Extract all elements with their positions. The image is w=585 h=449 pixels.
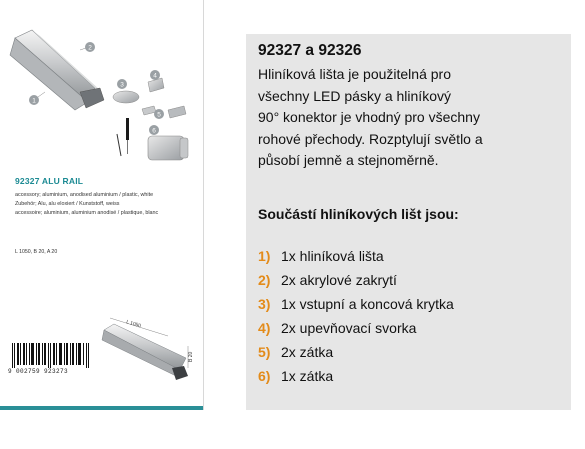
svg-text:2: 2: [88, 44, 92, 52]
list-item: [258, 248, 454, 272]
list-item: [258, 296, 454, 320]
parts-title: Součástí hliníkových lišt jsou:: [258, 206, 459, 222]
list-item: [258, 272, 454, 296]
spec-line-en: accessory; aluminium, anodised aluminium / plastic, white: [15, 192, 154, 198]
sheet-footer-line: [0, 406, 203, 410]
description-line: Hliníková lišta je použitelná pro: [258, 66, 451, 82]
item-text: 1x hliníková lišta: [281, 248, 384, 264]
rail-dimension-illustration: [96, 310, 201, 385]
description-line: rohové přechody. Rozptylují světlo a: [258, 130, 483, 147]
parts-list: [258, 248, 454, 392]
callout-4: [150, 70, 160, 80]
list-item: [258, 320, 454, 344]
panel-description: [258, 64, 568, 172]
item-number: 2): [258, 272, 271, 288]
svg-text:3: 3: [120, 81, 124, 89]
sheet-divider: [203, 0, 204, 410]
callout-1: [29, 95, 39, 105]
spec-line-de: Zubehör; Alu, alu eloxiert / Kunststoff, weiss: [15, 201, 120, 207]
item-number: 4): [258, 320, 271, 336]
item-number: 1): [258, 248, 271, 264]
description-panel: [246, 34, 571, 410]
callout-6: [149, 125, 159, 135]
panel-title: 92327 a 92326: [258, 42, 362, 59]
svg-text:6: 6: [152, 127, 156, 135]
barcode-number: 9 002759 923273: [8, 368, 69, 375]
dimensions-text: L 1050, B 20, A 20: [15, 249, 58, 255]
width-label: B 20: [188, 351, 194, 362]
svg-text:5: 5: [157, 111, 161, 119]
item-text: 2x upevňovací svorka: [281, 320, 417, 336]
spec-line-fr: accessoire; aluminium, aluminium anodisé / plastique, blanc: [15, 210, 159, 216]
callout-5: [154, 109, 164, 119]
list-item: [258, 344, 454, 368]
barcode: [10, 343, 95, 368]
callout-2: [85, 42, 95, 52]
callout-3: [117, 79, 127, 89]
item-text: 2x akrylové zakrytí: [281, 272, 397, 288]
item-number: 5): [258, 344, 271, 360]
item-text: 1x vstupní a koncová krytka: [281, 296, 454, 312]
description-line: působí jemně a stejnoměrně.: [258, 152, 439, 168]
description-line: 90° konektor je vhodný pro všechny: [258, 109, 480, 125]
item-text: 2x zátka: [281, 344, 334, 360]
item-number: 6): [258, 368, 271, 384]
description-line: všechny LED pásky a hliníkový: [258, 87, 451, 104]
item-text: 1x zátka: [281, 368, 334, 384]
svg-text:1: 1: [32, 97, 36, 105]
list-item: [258, 368, 454, 392]
product-sheet: [0, 0, 203, 410]
length-label: L 1050: [125, 319, 142, 330]
item-number: 3): [258, 296, 271, 312]
svg-text:4: 4: [153, 72, 157, 80]
product-parts-illustration: [0, 0, 203, 170]
product-code-title: 92327 ALU RAIL: [15, 176, 84, 186]
